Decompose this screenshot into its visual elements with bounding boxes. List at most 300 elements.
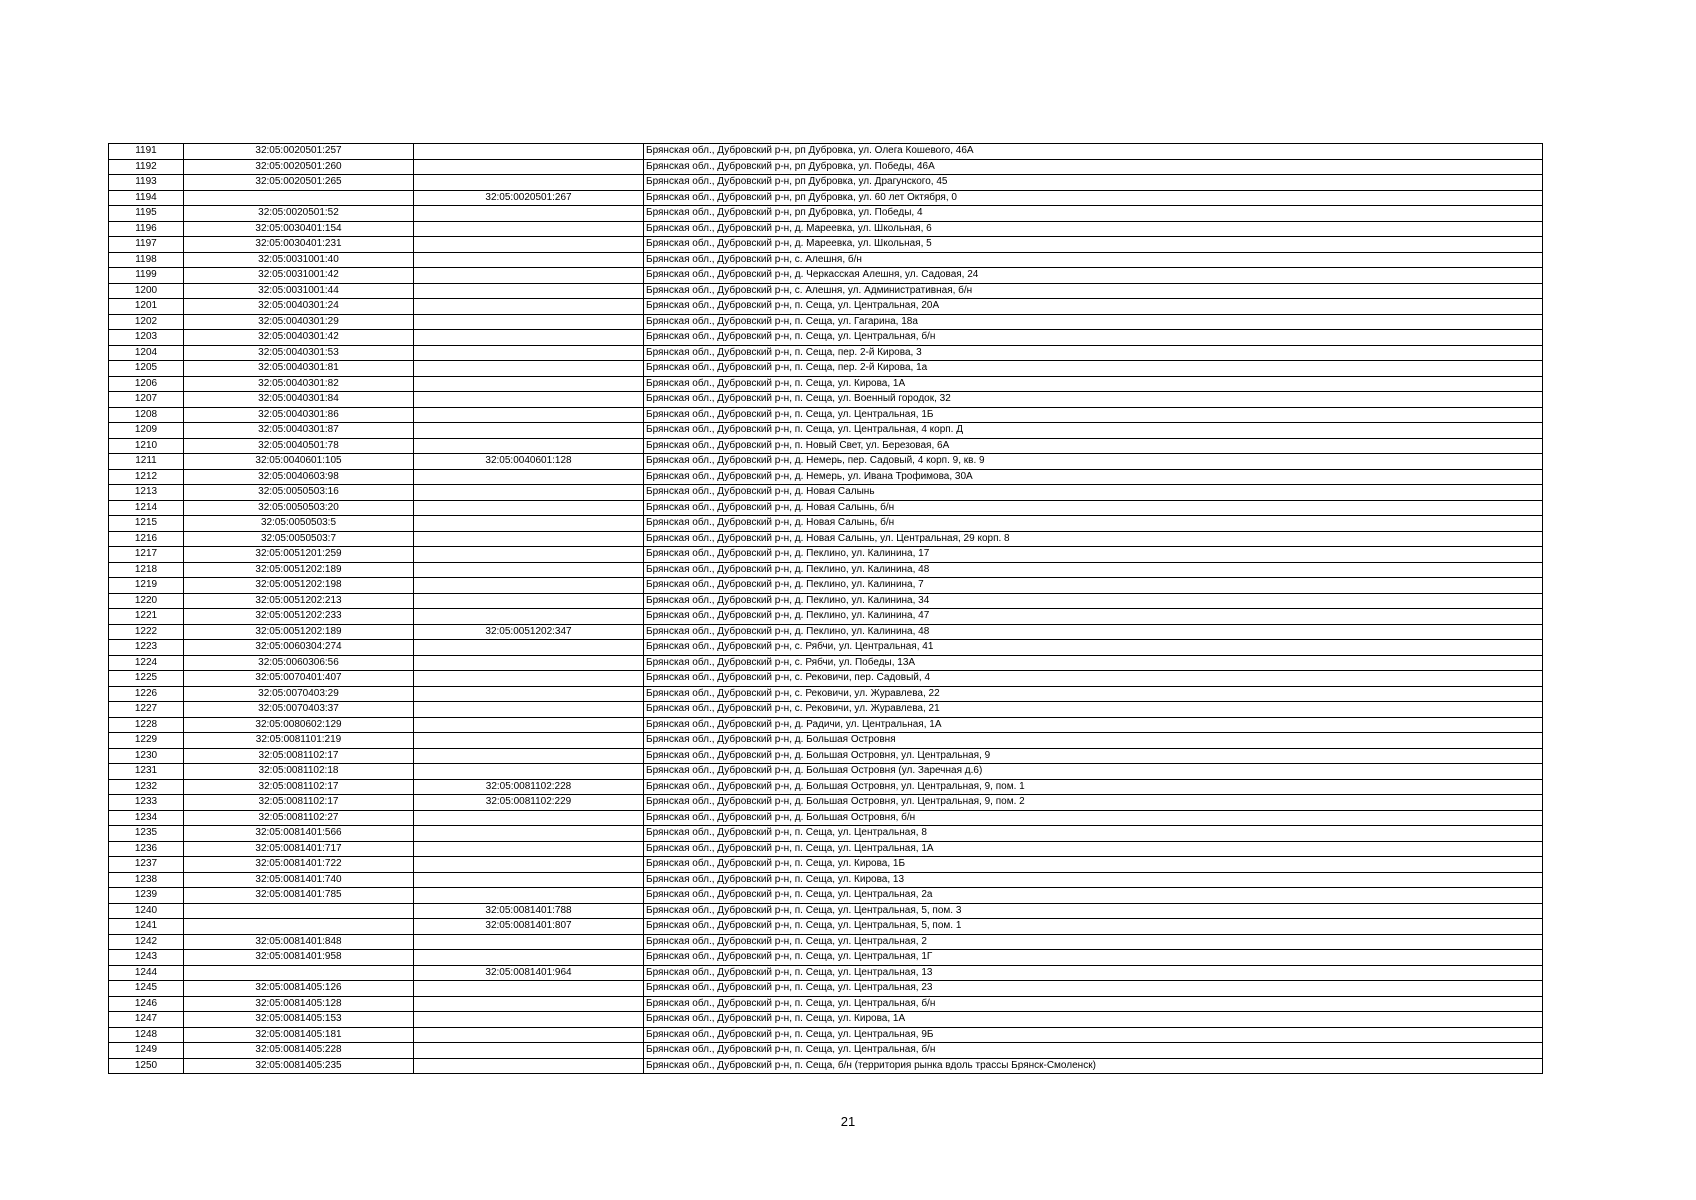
related-cadastral-number-cell — [414, 671, 644, 687]
row-number-cell: 1212 — [109, 469, 184, 485]
row-number-cell: 1191 — [109, 144, 184, 160]
related-cadastral-number-cell — [414, 159, 644, 175]
row-number-cell: 1211 — [109, 454, 184, 470]
address-cell: Брянская обл., Дубровский р-н, п. Сеща, ул. Центральная, 9Б — [644, 1027, 1543, 1043]
table-row — [109, 981, 1543, 997]
table-row — [109, 361, 1543, 377]
table-row — [109, 872, 1543, 888]
related-cadastral-number-cell — [414, 578, 644, 594]
cadastral-number-cell: 32:05:0020501:260 — [184, 159, 414, 175]
related-cadastral-number-cell — [414, 144, 644, 160]
table-row — [109, 423, 1543, 439]
cadastral-number-cell: 32:05:0081405:181 — [184, 1027, 414, 1043]
row-number-cell: 1247 — [109, 1012, 184, 1028]
related-cadastral-number-cell — [414, 531, 644, 547]
address-cell: Брянская обл., Дубровский р-н, с. Рябчи, ул. Центральная, 41 — [644, 640, 1543, 656]
related-cadastral-number-cell: 32:05:0051202:347 — [414, 624, 644, 640]
related-cadastral-number-cell: 32:05:0020501:267 — [414, 190, 644, 206]
related-cadastral-number-cell — [414, 733, 644, 749]
table-row — [109, 190, 1543, 206]
address-cell: Брянская обл., Дубровский р-н, рп Дубровка, ул. Победы, 4 — [644, 206, 1543, 222]
related-cadastral-number-cell — [414, 206, 644, 222]
cadastral-number-cell — [184, 190, 414, 206]
row-number-cell: 1230 — [109, 748, 184, 764]
table-row — [109, 671, 1543, 687]
address-cell: Брянская обл., Дубровский р-н, п. Сеща, ул. Центральная, 1Б — [644, 407, 1543, 423]
address-cell: Брянская обл., Дубровский р-н, д. Пеклино, ул. Калинина, 17 — [644, 547, 1543, 563]
table-row — [109, 330, 1543, 346]
table-row — [109, 888, 1543, 904]
row-number-cell: 1242 — [109, 934, 184, 950]
table-row — [109, 609, 1543, 625]
address-cell: Брянская обл., Дубровский р-н, п. Сеща, ул. Центральная, 20А — [644, 299, 1543, 315]
row-number-cell: 1232 — [109, 779, 184, 795]
row-number-cell: 1221 — [109, 609, 184, 625]
related-cadastral-number-cell — [414, 299, 644, 315]
address-cell: Брянская обл., Дубровский р-н, д. Пеклино, ул. Калинина, 7 — [644, 578, 1543, 594]
cadastral-number-cell: 32:05:0040301:84 — [184, 392, 414, 408]
address-cell: Брянская обл., Дубровский р-н, п. Сеща, ул. Центральная, 8 — [644, 826, 1543, 842]
address-cell: Брянская обл., Дубровский р-н, д. Большая Островня (ул. Заречная д.6) — [644, 764, 1543, 780]
address-cell: Брянская обл., Дубровский р-н, д. Большая Островня — [644, 733, 1543, 749]
cadastral-number-cell — [184, 919, 414, 935]
row-number-cell: 1246 — [109, 996, 184, 1012]
related-cadastral-number-cell — [414, 283, 644, 299]
related-cadastral-number-cell — [414, 314, 644, 330]
cadastral-number-cell: 32:05:0020501:257 — [184, 144, 414, 160]
row-number-cell: 1200 — [109, 283, 184, 299]
row-number-cell: 1225 — [109, 671, 184, 687]
cadastral-number-cell: 32:05:0081401:785 — [184, 888, 414, 904]
row-number-cell: 1243 — [109, 950, 184, 966]
related-cadastral-number-cell — [414, 392, 644, 408]
table-row — [109, 826, 1543, 842]
cadastral-number-cell: 32:05:0081102:17 — [184, 779, 414, 795]
related-cadastral-number-cell — [414, 655, 644, 671]
address-cell: Брянская обл., Дубровский р-н, д. Новая Салынь, ул. Центральная, 29 корп. 8 — [644, 531, 1543, 547]
address-cell: Брянская обл., Дубровский р-н, д. Новая Салынь — [644, 485, 1543, 501]
address-cell: Брянская обл., Дубровский р-н, п. Сеща, ул. Центральная, 23 — [644, 981, 1543, 997]
cadastral-number-cell — [184, 903, 414, 919]
cadastral-number-cell: 32:05:0051202:198 — [184, 578, 414, 594]
cadastral-number-cell: 32:05:0070403:37 — [184, 702, 414, 718]
address-cell: Брянская обл., Дубровский р-н, д. Радичи, ул. Центральная, 1А — [644, 717, 1543, 733]
row-number-cell: 1194 — [109, 190, 184, 206]
table-row — [109, 795, 1543, 811]
row-number-cell: 1204 — [109, 345, 184, 361]
cadastral-number-cell: 32:05:0081405:228 — [184, 1043, 414, 1059]
table-row — [109, 578, 1543, 594]
related-cadastral-number-cell — [414, 438, 644, 454]
table-row — [109, 764, 1543, 780]
cadastral-number-cell: 32:05:0040301:82 — [184, 376, 414, 392]
address-cell: Брянская обл., Дубровский р-н, д. Большая Островня, ул. Центральная, 9, пом. 1 — [644, 779, 1543, 795]
address-cell: Брянская обл., Дубровский р-н, рп Дубровка, ул. Драгунского, 45 — [644, 175, 1543, 191]
related-cadastral-number-cell — [414, 593, 644, 609]
table-row — [109, 733, 1543, 749]
row-number-cell: 1219 — [109, 578, 184, 594]
row-number-cell: 1209 — [109, 423, 184, 439]
table-row — [109, 159, 1543, 175]
row-number-cell: 1197 — [109, 237, 184, 253]
cadastral-number-cell: 32:05:0040301:86 — [184, 407, 414, 423]
row-number-cell: 1226 — [109, 686, 184, 702]
row-number-cell: 1195 — [109, 206, 184, 222]
table-row — [109, 640, 1543, 656]
row-number-cell: 1229 — [109, 733, 184, 749]
table-row — [109, 314, 1543, 330]
table-row — [109, 562, 1543, 578]
table-row — [109, 299, 1543, 315]
table-row — [109, 454, 1543, 470]
address-cell: Брянская обл., Дубровский р-н, п. Сеща, пер. 2-й Кирова, 3 — [644, 345, 1543, 361]
table-row — [109, 407, 1543, 423]
row-number-cell: 1214 — [109, 500, 184, 516]
related-cadastral-number-cell — [414, 702, 644, 718]
cadastral-number-cell: 32:05:0030401:231 — [184, 237, 414, 253]
table-row — [109, 996, 1543, 1012]
address-cell: Брянская обл., Дубровский р-н, с. Рековичи, ул. Журавлева, 21 — [644, 702, 1543, 718]
address-cell: Брянская обл., Дубровский р-н, д. Мареевка, ул. Школьная, 6 — [644, 221, 1543, 237]
table-row — [109, 144, 1543, 160]
table-row — [109, 624, 1543, 640]
cadastral-number-cell: 32:05:0081401:740 — [184, 872, 414, 888]
related-cadastral-number-cell — [414, 516, 644, 532]
related-cadastral-number-cell — [414, 857, 644, 873]
table-row — [109, 841, 1543, 857]
address-cell: Брянская обл., Дубровский р-н, д. Пеклино, ул. Калинина, 48 — [644, 624, 1543, 640]
address-cell: Брянская обл., Дубровский р-н, д. Большая Островня, ул. Центральная, 9, пом. 2 — [644, 795, 1543, 811]
row-number-cell: 1213 — [109, 485, 184, 501]
cadastral-number-cell: 32:05:0051201:259 — [184, 547, 414, 563]
cadastral-number-cell: 32:05:0060304:274 — [184, 640, 414, 656]
related-cadastral-number-cell — [414, 748, 644, 764]
row-number-cell: 1238 — [109, 872, 184, 888]
related-cadastral-number-cell: 32:05:0081102:229 — [414, 795, 644, 811]
cadastral-number-cell: 32:05:0050503:20 — [184, 500, 414, 516]
related-cadastral-number-cell — [414, 640, 644, 656]
cadastral-number-cell: 32:05:0040603:98 — [184, 469, 414, 485]
address-cell: Брянская обл., Дубровский р-н, п. Сеща, ул. Кирова, 1А — [644, 376, 1543, 392]
row-number-cell: 1205 — [109, 361, 184, 377]
related-cadastral-number-cell — [414, 1012, 644, 1028]
address-cell: Брянская обл., Дубровский р-н, д. Пеклино, ул. Калинина, 47 — [644, 609, 1543, 625]
address-cell: Брянская обл., Дубровский р-н, д. Немерь, ул. Ивана Трофимова, 30А — [644, 469, 1543, 485]
table-row — [109, 717, 1543, 733]
address-cell: Брянская обл., Дубровский р-н, д. Новая Салынь, б/н — [644, 500, 1543, 516]
related-cadastral-number-cell — [414, 407, 644, 423]
cadastral-number-cell: 32:05:0031001:42 — [184, 268, 414, 284]
cadastral-number-cell: 32:05:0081401:958 — [184, 950, 414, 966]
related-cadastral-number-cell — [414, 423, 644, 439]
row-number-cell: 1208 — [109, 407, 184, 423]
cadastral-number-cell: 32:05:0050503:16 — [184, 485, 414, 501]
table-row — [109, 950, 1543, 966]
table-row — [109, 965, 1543, 981]
table-row — [109, 516, 1543, 532]
address-cell: Брянская обл., Дубровский р-н, п. Сеща, ул. Военный городок, 32 — [644, 392, 1543, 408]
address-cell: Брянская обл., Дубровский р-н, п. Сеща, пер. 2-й Кирова, 1а — [644, 361, 1543, 377]
address-cell: Брянская обл., Дубровский р-н, п. Сеща, ул. Центральная, 5, пом. 1 — [644, 919, 1543, 935]
row-number-cell: 1237 — [109, 857, 184, 873]
address-cell: Брянская обл., Дубровский р-н, д. Большая Островня, б/н — [644, 810, 1543, 826]
table-row — [109, 438, 1543, 454]
address-cell: Брянская обл., Дубровский р-н, п. Сеща, ул. Центральная, б/н — [644, 1043, 1543, 1059]
row-number-cell: 1192 — [109, 159, 184, 175]
cadastral-number-cell — [184, 965, 414, 981]
address-cell: Брянская обл., Дубровский р-н, п. Сеща, ул. Гагарина, 18а — [644, 314, 1543, 330]
cadastral-number-cell: 32:05:0020501:265 — [184, 175, 414, 191]
table-row — [109, 593, 1543, 609]
row-number-cell: 1196 — [109, 221, 184, 237]
related-cadastral-number-cell — [414, 950, 644, 966]
related-cadastral-number-cell — [414, 1058, 644, 1074]
cadastral-number-cell: 32:05:0081102:18 — [184, 764, 414, 780]
address-cell: Брянская обл., Дубровский р-н, п. Сеща, ул. Центральная, б/н — [644, 330, 1543, 346]
table-row — [109, 748, 1543, 764]
address-cell: Брянская обл., Дубровский р-н, д. Большая Островня, ул. Центральная, 9 — [644, 748, 1543, 764]
table-row — [109, 810, 1543, 826]
address-cell: Брянская обл., Дубровский р-н, п. Сеща, ул. Кирова, 13 — [644, 872, 1543, 888]
table-row — [109, 485, 1543, 501]
table-row — [109, 469, 1543, 485]
address-cell: Брянская обл., Дубровский р-н, д. Пеклино, ул. Калинина, 34 — [644, 593, 1543, 609]
row-number-cell: 1231 — [109, 764, 184, 780]
table-row — [109, 686, 1543, 702]
cadastral-number-cell: 32:05:0081401:566 — [184, 826, 414, 842]
row-number-cell: 1218 — [109, 562, 184, 578]
cadastral-number-cell: 32:05:0050503:7 — [184, 531, 414, 547]
related-cadastral-number-cell — [414, 345, 644, 361]
address-cell: Брянская обл., Дубровский р-н, п. Сеща, ул. Центральная, 4 корп. Д — [644, 423, 1543, 439]
cadastral-number-cell: 32:05:0081102:17 — [184, 795, 414, 811]
cadastral-number-cell: 32:05:0060306:56 — [184, 655, 414, 671]
related-cadastral-number-cell: 32:05:0040601:128 — [414, 454, 644, 470]
table-row — [109, 702, 1543, 718]
address-cell: Брянская обл., Дубровский р-н, рп Дубровка, ул. Победы, 46А — [644, 159, 1543, 175]
table-row — [109, 221, 1543, 237]
cadastral-number-cell: 32:05:0051202:189 — [184, 624, 414, 640]
row-number-cell: 1236 — [109, 841, 184, 857]
address-cell: Брянская обл., Дубровский р-н, рп Дубровка, ул. 60 лет Октября, 0 — [644, 190, 1543, 206]
table-row — [109, 376, 1543, 392]
page-number: 21 — [840, 1114, 856, 1129]
row-number-cell: 1245 — [109, 981, 184, 997]
row-number-cell: 1206 — [109, 376, 184, 392]
row-number-cell: 1215 — [109, 516, 184, 532]
row-number-cell: 1201 — [109, 299, 184, 315]
related-cadastral-number-cell — [414, 872, 644, 888]
cadastral-number-cell: 32:05:0081401:717 — [184, 841, 414, 857]
row-number-cell: 1244 — [109, 965, 184, 981]
related-cadastral-number-cell — [414, 1027, 644, 1043]
cadastral-number-cell: 32:05:0051202:189 — [184, 562, 414, 578]
row-number-cell: 1203 — [109, 330, 184, 346]
table-row — [109, 1043, 1543, 1059]
table-row — [109, 779, 1543, 795]
table-row — [109, 268, 1543, 284]
cadastral-number-cell: 32:05:0081102:17 — [184, 748, 414, 764]
cadastral-number-cell: 32:05:0040501:78 — [184, 438, 414, 454]
table-row — [109, 252, 1543, 268]
row-number-cell: 1250 — [109, 1058, 184, 1074]
address-cell: Брянская обл., Дубровский р-н, п. Сеща, ул. Кирова, 1Б — [644, 857, 1543, 873]
related-cadastral-number-cell — [414, 252, 644, 268]
row-number-cell: 1222 — [109, 624, 184, 640]
table-row — [109, 206, 1543, 222]
address-cell: Брянская обл., Дубровский р-н, д. Новая Салынь, б/н — [644, 516, 1543, 532]
related-cadastral-number-cell — [414, 717, 644, 733]
cadastral-number-cell: 32:05:0031001:40 — [184, 252, 414, 268]
address-cell: Брянская обл., Дубровский р-н, п. Сеща, ул. Центральная, 2 — [644, 934, 1543, 950]
address-cell: Брянская обл., Дубровский р-н, п. Сеща, ул. Кирова, 1А — [644, 1012, 1543, 1028]
related-cadastral-number-cell — [414, 996, 644, 1012]
related-cadastral-number-cell — [414, 764, 644, 780]
cadastral-number-cell: 32:05:0050503:5 — [184, 516, 414, 532]
row-number-cell: 1224 — [109, 655, 184, 671]
related-cadastral-number-cell — [414, 841, 644, 857]
address-cell: Брянская обл., Дубровский р-н, п. Сеща, ул. Центральная, 5, пом. 3 — [644, 903, 1543, 919]
row-number-cell: 1198 — [109, 252, 184, 268]
cadastral-number-cell: 32:05:0031001:44 — [184, 283, 414, 299]
cadastral-number-cell: 32:05:0040301:87 — [184, 423, 414, 439]
related-cadastral-number-cell — [414, 810, 644, 826]
table-row — [109, 345, 1543, 361]
address-cell: Брянская обл., Дубровский р-н, д. Пеклино, ул. Калинина, 48 — [644, 562, 1543, 578]
table-row — [109, 1058, 1543, 1074]
related-cadastral-number-cell — [414, 562, 644, 578]
address-cell: Брянская обл., Дубровский р-н, с. Алешня, ул. Административная, б/н — [644, 283, 1543, 299]
cadastral-number-cell: 32:05:0081401:848 — [184, 934, 414, 950]
related-cadastral-number-cell: 32:05:0081401:788 — [414, 903, 644, 919]
row-number-cell: 1207 — [109, 392, 184, 408]
table-row — [109, 237, 1543, 253]
table-row — [109, 655, 1543, 671]
table-row — [109, 903, 1543, 919]
cadastral-number-cell: 32:05:0081401:722 — [184, 857, 414, 873]
row-number-cell: 1193 — [109, 175, 184, 191]
table-row — [109, 175, 1543, 191]
related-cadastral-number-cell — [414, 361, 644, 377]
related-cadastral-number-cell — [414, 609, 644, 625]
address-cell: Брянская обл., Дубровский р-н, с. Рековичи, пер. Садовый, 4 — [644, 671, 1543, 687]
address-cell: Брянская обл., Дубровский р-н, д. Мареевка, ул. Школьная, 5 — [644, 237, 1543, 253]
row-number-cell: 1227 — [109, 702, 184, 718]
cadastral-number-cell: 32:05:0080602:129 — [184, 717, 414, 733]
related-cadastral-number-cell — [414, 485, 644, 501]
cadastral-number-cell: 32:05:0020501:52 — [184, 206, 414, 222]
address-cell: Брянская обл., Дубровский р-н, п. Сеща, ул. Центральная, 1Г — [644, 950, 1543, 966]
address-cell: Брянская обл., Дубровский р-н, п. Сеща, ул. Центральная, 1А — [644, 841, 1543, 857]
registry-table-body — [109, 144, 1543, 1074]
related-cadastral-number-cell — [414, 500, 644, 516]
related-cadastral-number-cell — [414, 934, 644, 950]
row-number-cell: 1210 — [109, 438, 184, 454]
related-cadastral-number-cell: 32:05:0081401:964 — [414, 965, 644, 981]
cadastral-number-cell: 32:05:0081405:126 — [184, 981, 414, 997]
cadastral-number-cell: 32:05:0040601:105 — [184, 454, 414, 470]
table-row — [109, 1012, 1543, 1028]
row-number-cell: 1241 — [109, 919, 184, 935]
cadastral-number-cell: 32:05:0081405:153 — [184, 1012, 414, 1028]
row-number-cell: 1199 — [109, 268, 184, 284]
table-row — [109, 857, 1543, 873]
related-cadastral-number-cell — [414, 888, 644, 904]
row-number-cell: 1233 — [109, 795, 184, 811]
table-row — [109, 283, 1543, 299]
cadastral-number-cell: 32:05:0030401:154 — [184, 221, 414, 237]
address-cell: Брянская обл., Дубровский р-н, с. Рековичи, ул. Журавлева, 22 — [644, 686, 1543, 702]
row-number-cell: 1249 — [109, 1043, 184, 1059]
related-cadastral-number-cell: 32:05:0081401:807 — [414, 919, 644, 935]
row-number-cell: 1220 — [109, 593, 184, 609]
row-number-cell: 1202 — [109, 314, 184, 330]
table-row — [109, 500, 1543, 516]
address-cell: Брянская обл., Дубровский р-н, рп Дубровка, ул. Олега Кошевого, 46А — [644, 144, 1543, 160]
related-cadastral-number-cell — [414, 547, 644, 563]
row-number-cell: 1235 — [109, 826, 184, 842]
address-cell: Брянская обл., Дубровский р-н, п. Сеща, ул. Центральная, 2а — [644, 888, 1543, 904]
row-number-cell: 1240 — [109, 903, 184, 919]
related-cadastral-number-cell — [414, 1043, 644, 1059]
related-cadastral-number-cell — [414, 376, 644, 392]
address-cell: Брянская обл., Дубровский р-н, д. Черкасская Алешня, ул. Садовая, 24 — [644, 268, 1543, 284]
table-row — [109, 547, 1543, 563]
related-cadastral-number-cell — [414, 237, 644, 253]
related-cadastral-number-cell — [414, 469, 644, 485]
cadastral-number-cell: 32:05:0070403:29 — [184, 686, 414, 702]
table-row — [109, 531, 1543, 547]
table-row — [109, 1027, 1543, 1043]
related-cadastral-number-cell — [414, 268, 644, 284]
cadastral-number-cell: 32:05:0051202:233 — [184, 609, 414, 625]
cadastral-number-cell: 32:05:0040301:42 — [184, 330, 414, 346]
related-cadastral-number-cell — [414, 221, 644, 237]
table-row — [109, 934, 1543, 950]
cadastral-number-cell: 32:05:0081101:219 — [184, 733, 414, 749]
cadastral-number-cell: 32:05:0040301:53 — [184, 345, 414, 361]
row-number-cell: 1223 — [109, 640, 184, 656]
address-cell: Брянская обл., Дубровский р-н, п. Сеща, ул. Центральная, 13 — [644, 965, 1543, 981]
address-cell: Брянская обл., Дубровский р-н, с. Алешня, б/н — [644, 252, 1543, 268]
table-row — [109, 919, 1543, 935]
related-cadastral-number-cell: 32:05:0081102:228 — [414, 779, 644, 795]
cadastral-number-cell: 32:05:0081405:128 — [184, 996, 414, 1012]
address-cell: Брянская обл., Дубровский р-н, с. Рябчи, ул. Победы, 13А — [644, 655, 1543, 671]
cadastral-number-cell: 32:05:0051202:213 — [184, 593, 414, 609]
related-cadastral-number-cell — [414, 175, 644, 191]
row-number-cell: 1248 — [109, 1027, 184, 1043]
related-cadastral-number-cell — [414, 686, 644, 702]
row-number-cell: 1217 — [109, 547, 184, 563]
related-cadastral-number-cell — [414, 826, 644, 842]
cadastral-number-cell: 32:05:0040301:24 — [184, 299, 414, 315]
row-number-cell: 1228 — [109, 717, 184, 733]
cadastral-number-cell: 32:05:0040301:29 — [184, 314, 414, 330]
address-cell: Брянская обл., Дубровский р-н, п. Сеща, ул. Центральная, б/н — [644, 996, 1543, 1012]
address-cell: Брянская обл., Дубровский р-н, п. Новый Свет, ул. Березовая, 6А — [644, 438, 1543, 454]
cadastral-number-cell: 32:05:0070401:407 — [184, 671, 414, 687]
cadastral-number-cell: 32:05:0081405:235 — [184, 1058, 414, 1074]
related-cadastral-number-cell — [414, 330, 644, 346]
cadastral-number-cell: 32:05:0040301:81 — [184, 361, 414, 377]
cadastral-number-cell: 32:05:0081102:27 — [184, 810, 414, 826]
table-row — [109, 392, 1543, 408]
row-number-cell: 1234 — [109, 810, 184, 826]
address-cell: Брянская обл., Дубровский р-н, д. Немерь, пер. Садовый, 4 корп. 9, кв. 9 — [644, 454, 1543, 470]
property-registry-table — [108, 143, 1543, 1074]
address-cell: Брянская обл., Дубровский р-н, п. Сеща, б/н (территория рынка вдоль трассы Брянск-Смоленск) — [644, 1058, 1543, 1074]
